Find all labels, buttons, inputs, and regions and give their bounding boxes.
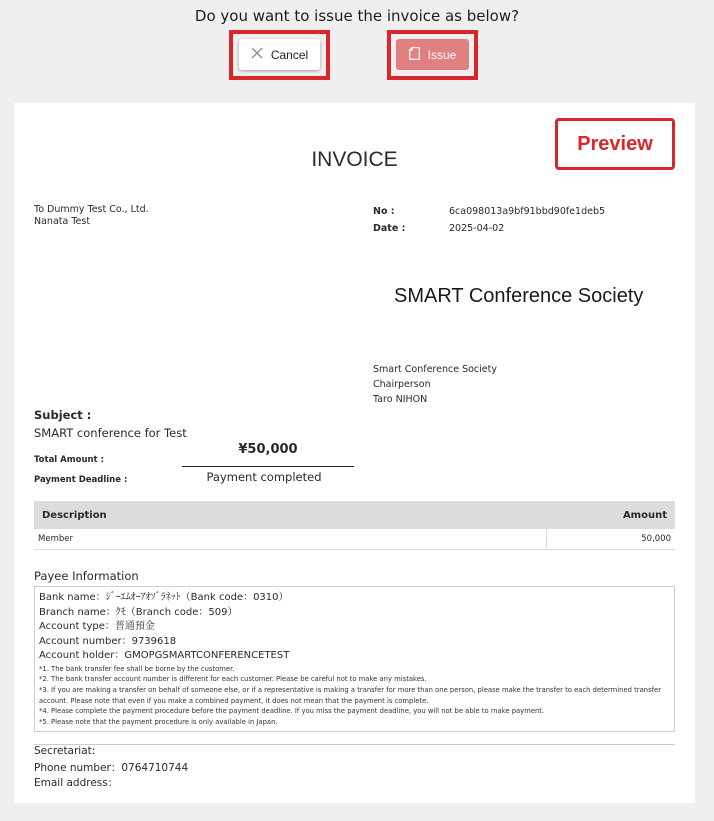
payment-status: Payment completed — [206, 470, 322, 484]
row-amount: 50,000 — [641, 534, 671, 544]
items-table-header — [34, 501, 675, 529]
recipient-company: To Dummy Test Co., Ltd. — [34, 204, 149, 215]
branch-name: Branch name：ｸﾓ（Branch code：509） — [39, 606, 238, 618]
payee-info-box — [34, 586, 675, 732]
account-type: Account type：普通預金 — [39, 621, 155, 632]
preview-badge: Preview — [555, 118, 675, 170]
close-icon — [251, 47, 263, 62]
secretariat-divider — [34, 744, 675, 745]
payment-deadline-label: Payment Deadline : — [34, 475, 128, 485]
cancel-button[interactable] — [239, 39, 320, 70]
issuer-org: Smart Conference Society — [373, 364, 497, 375]
invoice-no-value: 6ca098013a9bf91bbd90fe1deb5 — [449, 206, 606, 217]
issuer-name: Taro NIHON — [373, 394, 428, 405]
secretariat-label: Secretariat: — [34, 745, 96, 757]
issuer-title: Chairperson — [373, 379, 431, 390]
total-amount-value: ¥50,000 — [238, 442, 298, 457]
payee-note: *4. Please complete the payment procedure before the payment deadline. If you miss the payment deadline, you will not be able to make payment. — [39, 707, 545, 716]
issue-question: Do you want to issue the invoice as below? — [194, 7, 520, 25]
invoice-title: INVOICE — [311, 148, 398, 171]
society-name: SMART Conference Society — [394, 285, 644, 307]
amount-header: Amount — [622, 509, 667, 521]
description-header: Description — [42, 509, 107, 521]
issue-label: Issue — [427, 47, 457, 62]
secretariat-phone: Phone number：0764710744 — [34, 762, 189, 774]
account-holder: Account holder：GMOPGSMARTCONFERENCETEST — [39, 650, 290, 661]
invoice-date-label: Date : — [373, 223, 406, 234]
payee-note: *1. The bank transfer fee shall be borne by the customer. — [39, 664, 235, 673]
subject-label: Subject : — [34, 408, 92, 422]
row-description: Member — [34, 529, 547, 549]
recipient-person: Nanata Test — [34, 216, 91, 227]
total-amount-label: Total Amount : — [34, 455, 104, 465]
cancel-label: Cancel — [270, 47, 309, 62]
invoice-no-label: No : — [373, 206, 395, 217]
issue-button[interactable] — [396, 39, 469, 70]
invoice-date-value: 2025-04-02 — [449, 223, 505, 234]
payee-title: Payee Information — [34, 569, 139, 583]
bank-name: Bank name：ｼﾞｰｴﾑｵｰｱｵｿﾞﾗﾈｯﾄ（Bank code：0310） — [39, 592, 289, 603]
invoice-preview — [14, 103, 695, 803]
payee-note: *5. Please note that the payment procedure is only available in Japan. — [39, 718, 278, 727]
subject-value: SMART conference for Test — [34, 426, 187, 440]
secretariat-email: Email address： — [34, 777, 119, 789]
account-number: Account number：9739618 — [39, 635, 177, 647]
payee-note: *2. The bank transfer account number is different for each customer. Please be careful not to make any mistakes. — [39, 675, 427, 684]
document-icon — [409, 47, 420, 63]
table-row — [34, 529, 675, 550]
payee-note: *3. If you are making a transfer on behalf of someone else, or if a representative is making a transfer for more than one person, please make the transfer to each determined transfer account. Please note that even if you make a combined payment, it does not mean that the payment is complete. — [39, 685, 661, 705]
amount-underline — [182, 466, 354, 467]
